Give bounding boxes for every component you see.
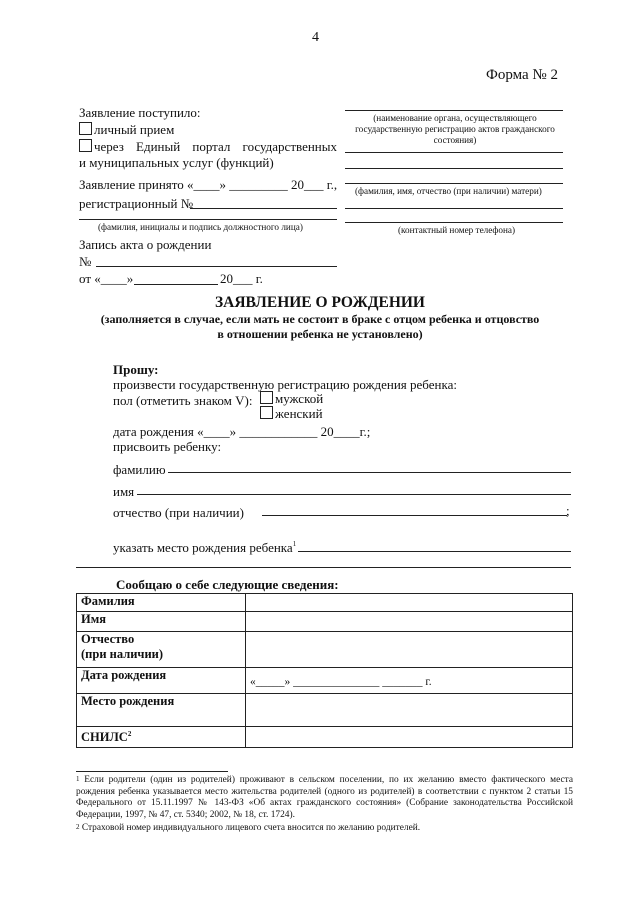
patronymic-label: отчество (при наличии) (113, 505, 244, 520)
child-name-field[interactable] (137, 494, 571, 495)
name-label: имя (113, 484, 135, 499)
phone-line-1[interactable] (345, 208, 563, 209)
footnote-ref-1: 1 (292, 540, 297, 548)
surname-label: фамилию (113, 462, 166, 477)
row-label-line2: (при наличии) (81, 647, 164, 661)
authority-caption: (наименование органа, осуществляющего государственную регистрацию актов гражданского состояния) (355, 113, 555, 145)
reg-number-label: регистрационный № (79, 196, 194, 211)
authority-field[interactable] (345, 110, 563, 111)
document-subtitle-2: в отношении ребенка не установлено) (217, 327, 423, 341)
birth-date-cell[interactable]: «_____» _______________ _______ г. (246, 668, 573, 694)
portal-label: через Единый портал государственных (94, 139, 337, 154)
document-title: ЗАЯВЛЕНИЕ О РОЖДЕНИИ (214, 294, 425, 311)
footnote-text: Страховой номер индивидуального лицевого счета вносится по желанию родителей. (81, 823, 421, 833)
sex-option-male[interactable] (260, 391, 323, 406)
portal-checkbox[interactable] (79, 139, 92, 152)
record-month-field[interactable] (134, 284, 218, 285)
row-label (77, 727, 246, 748)
record-label: Запись акта о рождении (79, 237, 212, 252)
footnote-text: Если родители (один из родителей) проживают в сельском поселении, по их желанию вместо фактического места рождения ребенка указывается место жительства родителей (одного из родителей) в соответствии с пунктом 2 статьи 15 Федерального от 15.11.1997 № 143-ФЗ «Об актах гражданского состояния» (Собрание законодательства Российской Федерации, 1997, № 47, ст. 5340; 2002, № 18, ст. 1724). (76, 775, 573, 820)
name-cell[interactable] (246, 612, 573, 632)
child-patronymic-field[interactable] (262, 515, 567, 516)
footnote-mark: 1 (76, 775, 80, 783)
record-number-label: № (79, 254, 92, 269)
table-row (77, 612, 573, 632)
form-title: Форма № 2 (486, 67, 558, 83)
sex-option-female[interactable] (260, 406, 323, 421)
authority-extra-line[interactable] (345, 152, 563, 153)
assign-label: присвоить ребенку: (113, 439, 222, 454)
patronymic-end: ; (566, 503, 570, 518)
option-in-person[interactable] (79, 122, 174, 137)
table-row (77, 632, 573, 668)
accepted-label: Заявление принято «____» _________ 20___ г., (79, 177, 338, 192)
row-label: Фамилия (77, 594, 246, 612)
footnote-1 (76, 775, 573, 821)
snils-label: СНИЛС (81, 730, 128, 744)
record-number-field[interactable] (96, 266, 337, 267)
portal-label-cont: и муниципальных услуг (функций) (79, 155, 274, 170)
in-person-checkbox[interactable] (79, 122, 92, 135)
row-label: Место рождения (77, 694, 246, 727)
birth-date-label: дата рождения «____» ____________ 20____г.; (113, 424, 371, 439)
row-label-line1: Отчество (81, 632, 135, 646)
phone-field[interactable] (345, 222, 563, 223)
request-label: Прошу: (113, 362, 159, 377)
option-portal[interactable] (79, 139, 337, 154)
surname-cell[interactable] (246, 594, 573, 612)
male-label: мужской (275, 391, 324, 406)
female-checkbox[interactable] (260, 406, 273, 419)
footnote-2 (76, 823, 573, 835)
official-signature-field[interactable] (79, 219, 337, 220)
phone-caption: (контактный номер телефона) (398, 225, 516, 235)
self-info-table (76, 593, 573, 748)
male-checkbox[interactable] (260, 391, 273, 404)
reg-number-field[interactable] (190, 208, 337, 209)
female-label: женский (275, 406, 323, 421)
self-info-heading: Сообщаю о себе следующие сведения: (116, 577, 339, 592)
row-label: Имя (77, 612, 246, 632)
record-date-label: от «____» (79, 271, 134, 286)
document-subtitle-1: (заполняется в случае, если мать не состоит в браке с отцом ребенка и отцовство (100, 312, 540, 326)
birthplace-field[interactable] (298, 551, 571, 552)
mother-name-line-2[interactable] (345, 183, 563, 184)
in-person-label: личный прием (94, 122, 175, 137)
table-row (77, 727, 573, 748)
table-row (77, 694, 573, 727)
footnote-ref-2: 2 (127, 730, 132, 738)
table-row (77, 594, 573, 612)
received-label: Заявление поступило: (79, 105, 201, 120)
footnote-separator (76, 771, 228, 772)
birthplace-text: указать место рождения ребенка (113, 540, 293, 555)
row-label (77, 632, 246, 668)
child-surname-field[interactable] (168, 472, 571, 473)
birthplace-field-2[interactable] (76, 567, 571, 568)
record-date-year: 20___ г. (220, 271, 263, 286)
sex-label: пол (отметить знаком V): (113, 393, 253, 408)
row-label: Дата рождения (77, 668, 246, 694)
page-number: 4 (312, 30, 319, 45)
mother-name-line-1[interactable] (345, 168, 563, 169)
footnote-mark: 2 (76, 823, 80, 831)
birthplace-cell[interactable] (246, 694, 573, 727)
birthplace-label (113, 540, 296, 555)
table-row (77, 668, 573, 694)
official-caption: (фамилия, инициалы и подпись должностного лица) (98, 222, 303, 232)
mother-caption: (фамилия, имя, отчество (при наличии) матери) (355, 186, 542, 196)
patronymic-cell[interactable] (246, 632, 573, 668)
snils-cell[interactable] (246, 727, 573, 748)
request-text: произвести государственную регистрацию рождения ребенка: (113, 377, 457, 392)
